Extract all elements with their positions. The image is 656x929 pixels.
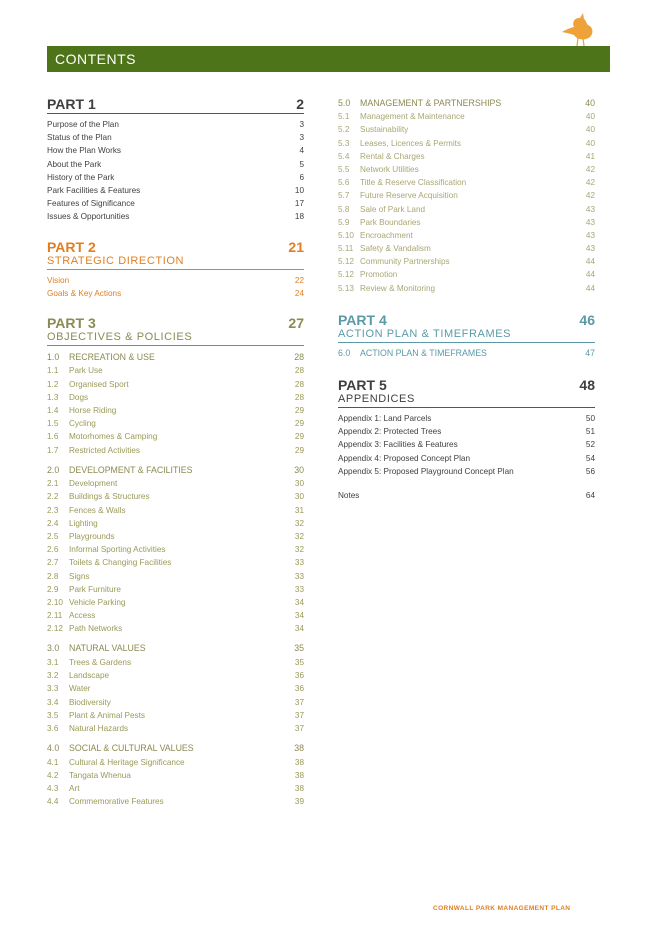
entry-label: Organised Sport bbox=[69, 379, 129, 389]
entry-label: Appendix 5: Proposed Playground Concept Plan bbox=[338, 466, 514, 476]
section-heading-row[interactable] bbox=[47, 463, 304, 478]
entry-label: Appendix 4: Proposed Concept Plan bbox=[338, 453, 470, 463]
entry-label: Park Furniture bbox=[69, 584, 121, 594]
entry-label: Management & Maintenance bbox=[360, 112, 465, 122]
entry-label: Vehicle Parking bbox=[69, 597, 126, 607]
entry-number: 2.1 bbox=[47, 479, 59, 489]
entry-page: 40 bbox=[585, 138, 595, 148]
entry-label: Community Partnerships bbox=[360, 257, 450, 267]
entry-number: 5.3 bbox=[338, 138, 350, 148]
entry-number: 3.4 bbox=[47, 697, 59, 707]
toc-entry[interactable] bbox=[47, 144, 304, 157]
entry-number: 2.12 bbox=[47, 624, 63, 634]
entry-number: 1.6 bbox=[47, 432, 59, 442]
entry-label: Informal Sporting Activities bbox=[69, 545, 166, 555]
entry-number: 5.5 bbox=[338, 164, 350, 174]
entry-number: 4.2 bbox=[47, 770, 59, 780]
entry-number: 1.2 bbox=[47, 379, 59, 389]
entry-label: Encroachment bbox=[360, 230, 413, 240]
entry-label: Landscape bbox=[69, 671, 110, 681]
entry-number: 3.5 bbox=[47, 710, 59, 720]
entry-number: 5.1 bbox=[338, 112, 350, 122]
toc-entry[interactable] bbox=[47, 722, 304, 735]
entry-label: Rental & Charges bbox=[360, 151, 425, 161]
entry-number: 1.4 bbox=[47, 405, 59, 415]
toc-entry[interactable] bbox=[47, 504, 304, 517]
notes-row[interactable]: Notes 64 bbox=[338, 490, 595, 500]
part3-page: 27 bbox=[288, 314, 304, 331]
section-5-row[interactable]: 5.0 MANAGEMENT & PARTNERSHIPS 40 bbox=[338, 98, 595, 108]
entry-label: DEVELOPMENT & FACILITIES bbox=[69, 464, 193, 475]
part1-title: PART 1 bbox=[47, 96, 96, 112]
entry-page: 36 bbox=[294, 684, 304, 694]
entry-label: Sale of Park Land bbox=[360, 204, 426, 214]
part3-title: PART 3 bbox=[47, 314, 96, 331]
toc-entry[interactable] bbox=[47, 118, 304, 131]
entry-label: Dogs bbox=[69, 392, 89, 402]
entry-page: 38 bbox=[294, 783, 304, 793]
toc-entry[interactable] bbox=[47, 444, 304, 457]
entry-page: 10 bbox=[294, 185, 304, 195]
entry-label: Playgrounds bbox=[69, 531, 115, 541]
part3-heading[interactable] bbox=[47, 315, 304, 331]
entry-label: Review & Monitoring bbox=[360, 283, 436, 293]
entry-page: 35 bbox=[294, 643, 304, 654]
part5-list bbox=[338, 412, 595, 478]
toc-entry[interactable] bbox=[338, 268, 595, 281]
entry-label: History of the Park bbox=[47, 172, 115, 182]
toc-entry[interactable] bbox=[47, 769, 304, 782]
part4-heading[interactable] bbox=[338, 312, 595, 328]
toc-entry[interactable] bbox=[338, 425, 595, 438]
entry-label: Cultural & Heritage Significance bbox=[69, 757, 185, 767]
entry-page: 22 bbox=[294, 275, 304, 285]
entry-label: Appendix 1: Land Parcels bbox=[338, 414, 432, 423]
section-6-row[interactable]: 6.0 ACTION PLAN & TIMEFRAMES 47 bbox=[338, 347, 595, 358]
toc-entry[interactable] bbox=[338, 282, 595, 295]
entry-label: Trees & Gardens bbox=[69, 657, 132, 667]
entry-label: Tangata Whenua bbox=[69, 770, 131, 780]
entry-number: 5.2 bbox=[338, 125, 350, 135]
entry-page: 52 bbox=[585, 440, 595, 450]
part3-list bbox=[47, 350, 304, 808]
toc-entry[interactable] bbox=[338, 110, 595, 123]
entry-label: Lighting bbox=[69, 518, 98, 528]
entry-page: 17 bbox=[294, 199, 304, 209]
entry-label: Features of Significance bbox=[47, 199, 135, 209]
entry-label: Goals & Key Actions bbox=[47, 288, 122, 298]
toc-entry[interactable] bbox=[47, 709, 304, 722]
entry-number: 5.13 bbox=[338, 283, 354, 293]
entry-page: 43 bbox=[585, 204, 595, 214]
entry-label: Water bbox=[69, 684, 91, 694]
left-column bbox=[47, 96, 304, 808]
toc-entry[interactable] bbox=[47, 782, 304, 795]
entry-page: 29 bbox=[294, 445, 304, 455]
entry-page: 29 bbox=[294, 419, 304, 429]
entry-label: Buildings & Structures bbox=[69, 492, 150, 502]
entry-label: Path Networks bbox=[69, 624, 123, 634]
toc-entry[interactable] bbox=[47, 622, 304, 635]
entry-number: 1.7 bbox=[47, 445, 59, 455]
toc-entry[interactable] bbox=[47, 682, 304, 695]
part2-heading[interactable] bbox=[47, 239, 304, 255]
entry-page: 30 bbox=[294, 464, 304, 475]
toc-entry[interactable] bbox=[47, 404, 304, 417]
right-column bbox=[338, 97, 595, 502]
entry-page: 40 bbox=[585, 125, 595, 135]
part1-list bbox=[47, 118, 304, 224]
part4-page: 46 bbox=[579, 311, 595, 328]
entry-page: 56 bbox=[585, 466, 595, 476]
entry-page: 38 bbox=[294, 770, 304, 780]
entry-page: 44 bbox=[585, 283, 595, 293]
entry-page: 28 bbox=[294, 392, 304, 402]
toc-entry[interactable] bbox=[47, 364, 304, 377]
entry-label: Issues & Opportunities bbox=[47, 212, 130, 222]
entry-page: 38 bbox=[294, 743, 304, 754]
entry-page: 44 bbox=[585, 257, 595, 267]
entry-page: 29 bbox=[294, 405, 304, 415]
part5-subtitle: APPENDICES bbox=[338, 393, 595, 408]
entry-page: 33 bbox=[294, 584, 304, 594]
entry-label: RECREATION & USE bbox=[69, 351, 155, 362]
toc-entry[interactable] bbox=[47, 171, 304, 184]
entry-label: Safety & Vandalism bbox=[360, 244, 431, 254]
toc-entry[interactable] bbox=[47, 669, 304, 682]
entry-label: Title & Reserve Classification bbox=[360, 178, 467, 188]
entry-label: Status of the Plan bbox=[47, 133, 112, 143]
toc-entry[interactable] bbox=[47, 609, 304, 622]
toc-entry[interactable] bbox=[47, 583, 304, 596]
toc-entry[interactable] bbox=[338, 137, 595, 150]
entry-page: 24 bbox=[294, 288, 304, 298]
entry-number: 2.9 bbox=[47, 584, 59, 594]
section-heading-row[interactable] bbox=[47, 741, 304, 756]
entry-label: Future Reserve Acquisition bbox=[360, 191, 458, 201]
entry-number: 5.4 bbox=[338, 151, 350, 161]
toc-entry[interactable] bbox=[338, 123, 595, 136]
entry-page: 32 bbox=[294, 545, 304, 555]
toc-entry[interactable] bbox=[47, 287, 304, 300]
toc-entry[interactable] bbox=[338, 163, 595, 176]
part3-subtitle: OBJECTIVES & POLICIES bbox=[47, 331, 304, 346]
entry-page: 43 bbox=[585, 217, 595, 227]
entry-page: 44 bbox=[585, 270, 595, 280]
entry-label: Fences & Walls bbox=[69, 505, 126, 515]
entry-label: Network Utilities bbox=[360, 164, 419, 174]
entry-number: 2.6 bbox=[47, 545, 59, 555]
entry-label: Park Use bbox=[69, 366, 103, 376]
toc-entry[interactable] bbox=[338, 150, 595, 163]
entry-label: Development bbox=[69, 479, 118, 489]
toc-entry[interactable] bbox=[338, 216, 595, 229]
entry-page: 3 bbox=[299, 133, 304, 143]
entry-number: 5.7 bbox=[338, 191, 350, 201]
toc-entry[interactable] bbox=[47, 391, 304, 404]
entry-label: NATURAL VALUES bbox=[69, 643, 146, 654]
toc-entry[interactable] bbox=[47, 197, 304, 210]
entry-page: 3 bbox=[299, 120, 304, 129]
toc-entry[interactable] bbox=[47, 131, 304, 144]
entry-page: 43 bbox=[585, 244, 595, 254]
entry-page: 36 bbox=[294, 671, 304, 681]
entry-number: 3.1 bbox=[47, 657, 59, 667]
toc-entry[interactable] bbox=[338, 452, 595, 465]
entry-number: 3.6 bbox=[47, 723, 59, 733]
entry-page: 37 bbox=[294, 697, 304, 707]
entry-number: 2.11 bbox=[47, 611, 63, 621]
entry-label: Access bbox=[69, 611, 96, 621]
toc-entry[interactable] bbox=[47, 477, 304, 490]
toc-entry[interactable] bbox=[47, 378, 304, 391]
entry-label: Sustainability bbox=[360, 125, 409, 135]
toc-entry[interactable] bbox=[47, 570, 304, 583]
entry-page: 4 bbox=[299, 146, 304, 156]
part5-page: 48 bbox=[579, 377, 595, 393]
entry-label: About the Park bbox=[47, 159, 102, 169]
toc-entry[interactable] bbox=[47, 430, 304, 443]
entry-label: Restricted Activities bbox=[69, 445, 140, 455]
section-5-list bbox=[338, 110, 595, 295]
entry-label: Motorhomes & Camping bbox=[69, 432, 158, 442]
entry-page: 5 bbox=[299, 159, 304, 169]
entry-number: 5.6 bbox=[338, 178, 350, 188]
entry-page: 34 bbox=[294, 624, 304, 634]
part4-subtitle: ACTION PLAN & TIMEFRAMES bbox=[338, 328, 595, 343]
entry-label: Plant & Animal Pests bbox=[69, 710, 145, 720]
entry-number: 4.3 bbox=[47, 783, 59, 793]
entry-label: Park Facilities & Features bbox=[47, 185, 141, 195]
part2-title: PART 2 bbox=[47, 238, 96, 255]
toc-entry[interactable] bbox=[47, 184, 304, 197]
part2-page: 21 bbox=[288, 238, 304, 255]
entry-page: 41 bbox=[585, 151, 595, 161]
entry-number: 4.0 bbox=[47, 743, 60, 754]
entry-label: Toilets & Changing Facilities bbox=[69, 558, 172, 568]
toc-entry[interactable] bbox=[338, 189, 595, 202]
entry-page: 28 bbox=[294, 366, 304, 376]
toc-entry[interactable] bbox=[338, 176, 595, 189]
footer-title: CORNWALL PARK MANAGEMENT PLAN bbox=[433, 905, 571, 912]
entry-number: 5.8 bbox=[338, 204, 350, 214]
part1-heading[interactable] bbox=[47, 96, 304, 114]
toc-entry[interactable] bbox=[47, 158, 304, 171]
entry-number: 1.3 bbox=[47, 392, 59, 402]
entry-page: 32 bbox=[294, 531, 304, 541]
entry-number: 5.12 bbox=[338, 257, 354, 267]
entry-page: 29 bbox=[294, 432, 304, 442]
entry-page: 32 bbox=[294, 518, 304, 528]
entry-number: 5.12 bbox=[338, 270, 354, 280]
entry-page: 39 bbox=[294, 797, 304, 807]
entry-label: Art bbox=[69, 783, 80, 793]
toc-entry[interactable] bbox=[338, 229, 595, 242]
entry-number: 5.10 bbox=[338, 230, 354, 240]
entry-label: How the Plan Works bbox=[47, 146, 122, 156]
entry-label: Appendix 2: Protected Trees bbox=[338, 427, 442, 437]
toc-entry[interactable] bbox=[47, 490, 304, 503]
entry-label: Horse Riding bbox=[69, 405, 117, 415]
toc-entry[interactable] bbox=[338, 255, 595, 268]
entry-number: 3.3 bbox=[47, 684, 59, 694]
entry-number: 4.4 bbox=[47, 797, 59, 807]
entry-page: 33 bbox=[294, 571, 304, 581]
toc-entry[interactable] bbox=[47, 596, 304, 609]
entry-page: 51 bbox=[585, 427, 595, 437]
entry-number: 2.8 bbox=[47, 571, 59, 581]
entry-label: SOCIAL & CULTURAL VALUES bbox=[69, 743, 194, 754]
part4-title: PART 4 bbox=[338, 311, 387, 328]
entry-page: 34 bbox=[294, 611, 304, 621]
entry-number: 2.10 bbox=[47, 597, 63, 607]
toc-entry[interactable] bbox=[338, 438, 595, 451]
toc-entry[interactable] bbox=[47, 517, 304, 530]
entry-number: 2.2 bbox=[47, 492, 59, 502]
toc-entry[interactable] bbox=[338, 242, 595, 255]
entry-number: 3.2 bbox=[47, 671, 59, 681]
section-heading-row[interactable] bbox=[47, 350, 304, 365]
entry-page: 38 bbox=[294, 757, 304, 767]
entry-page: 54 bbox=[585, 453, 595, 463]
toc-entry[interactable] bbox=[47, 756, 304, 769]
entry-page: 42 bbox=[585, 178, 595, 188]
entry-label: Promotion bbox=[360, 270, 398, 280]
entry-page: 42 bbox=[585, 191, 595, 201]
entry-page: 40 bbox=[585, 112, 595, 122]
toc-entry[interactable] bbox=[338, 203, 595, 216]
contents-banner bbox=[47, 46, 610, 72]
toc-entry[interactable] bbox=[47, 274, 304, 287]
entry-page: 33 bbox=[294, 558, 304, 568]
entry-number: 2.5 bbox=[47, 531, 59, 541]
entry-page: 42 bbox=[585, 164, 595, 174]
toc-entry[interactable] bbox=[47, 210, 304, 223]
toc-entry[interactable] bbox=[47, 417, 304, 430]
entry-label: Cycling bbox=[69, 419, 96, 429]
entry-page: 37 bbox=[294, 710, 304, 720]
entry-page: 37 bbox=[294, 723, 304, 733]
page-title: CONTENTS bbox=[55, 51, 136, 67]
entry-number: 5.9 bbox=[338, 217, 350, 227]
entry-page: 31 bbox=[294, 505, 304, 515]
entry-page: 43 bbox=[585, 230, 595, 240]
entry-number: 1.1 bbox=[47, 366, 59, 376]
entry-number: 5.11 bbox=[338, 244, 354, 254]
toc-entry[interactable] bbox=[47, 556, 304, 569]
toc-entry[interactable] bbox=[47, 696, 304, 709]
part5-heading[interactable] bbox=[338, 377, 595, 393]
part2-list bbox=[47, 274, 304, 300]
entry-number: 2.4 bbox=[47, 518, 59, 528]
entry-page: 30 bbox=[294, 492, 304, 502]
part2-subtitle: STRATEGIC DIRECTION bbox=[47, 255, 304, 270]
entry-label: Natural Hazards bbox=[69, 723, 129, 733]
entry-page: 35 bbox=[294, 657, 304, 667]
entry-label: Signs bbox=[69, 571, 90, 581]
entry-page: 34 bbox=[294, 597, 304, 607]
entry-number: 1.5 bbox=[47, 419, 59, 429]
part1-page: 2 bbox=[296, 96, 304, 112]
toc-entry[interactable] bbox=[47, 656, 304, 669]
part5-title: PART 5 bbox=[338, 377, 387, 393]
toc-entry[interactable] bbox=[338, 465, 595, 478]
entry-number: 2.3 bbox=[47, 505, 59, 515]
entry-page: 30 bbox=[294, 479, 304, 489]
entry-label: Park Boundaries bbox=[360, 217, 421, 227]
entry-page: 50 bbox=[585, 414, 595, 423]
entry-number: 4.1 bbox=[47, 757, 59, 767]
entry-label: Leases, Licences & Permits bbox=[360, 138, 462, 148]
entry-label: Vision bbox=[47, 275, 70, 285]
entry-label: Purpose of the Plan bbox=[47, 120, 119, 129]
bird-logo-icon bbox=[560, 10, 598, 48]
toc-entry[interactable] bbox=[47, 530, 304, 543]
entry-number: 2.7 bbox=[47, 558, 59, 568]
entry-page: 28 bbox=[294, 351, 304, 362]
entry-label: Commemorative Features bbox=[69, 797, 164, 807]
entry-page: 28 bbox=[294, 379, 304, 389]
entry-label: Biodiversity bbox=[69, 697, 111, 707]
entry-number: 1.0 bbox=[47, 351, 60, 362]
section-heading-row[interactable] bbox=[47, 641, 304, 656]
toc-entry[interactable] bbox=[47, 543, 304, 556]
entry-page: 6 bbox=[299, 172, 304, 182]
entry-label: Appendix 3: Facilities & Features bbox=[338, 440, 458, 450]
entry-page: 18 bbox=[294, 212, 304, 222]
entry-number: 2.0 bbox=[47, 464, 60, 475]
toc-entry[interactable] bbox=[338, 412, 595, 425]
toc-entry[interactable] bbox=[47, 795, 304, 808]
entry-number: 3.0 bbox=[47, 643, 60, 654]
